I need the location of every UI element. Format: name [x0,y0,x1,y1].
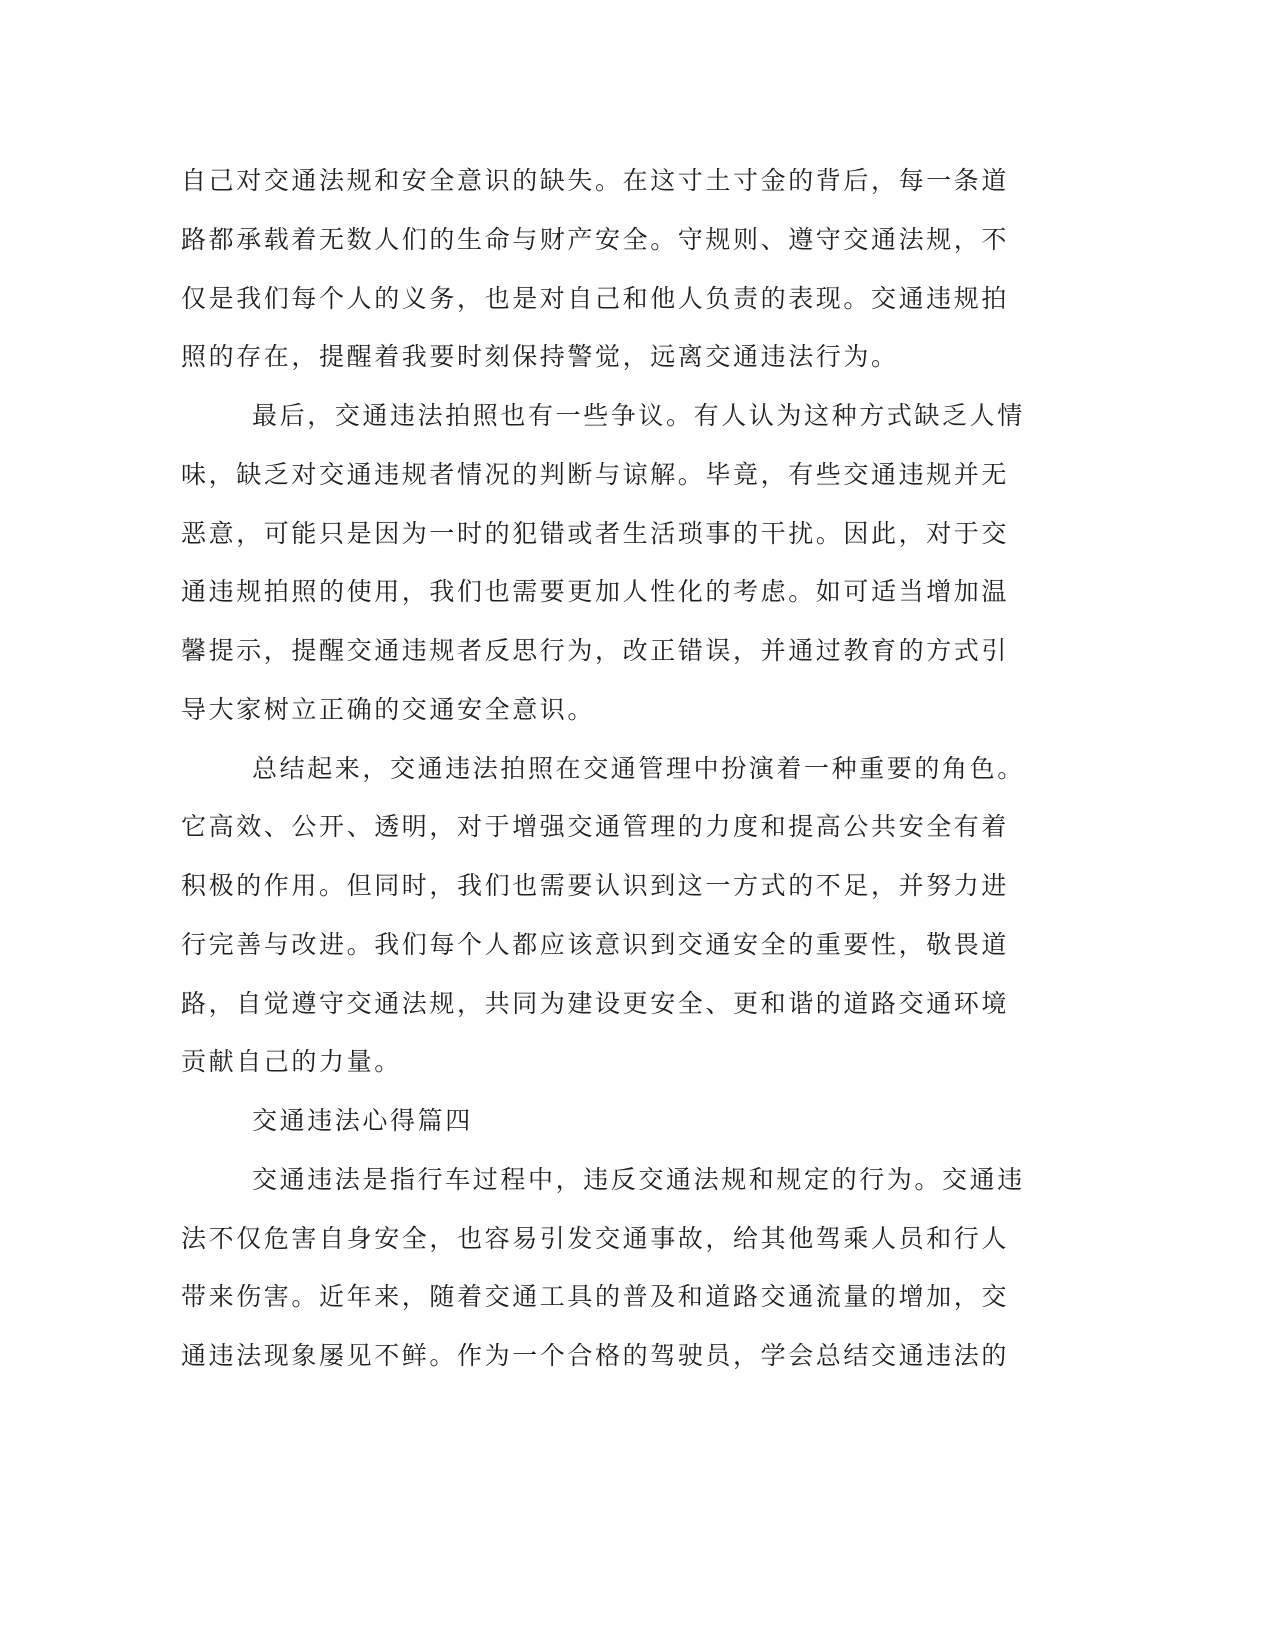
text-line: 味，缺乏对交通违规者情况的判断与谅解。毕竟，有些交通违规并无 [181,459,1010,489]
paragraph-controversy [181,387,1041,740]
text-line: 路都承载着无数人们的生命与财产安全。守规则、遵守交通法规，不 [181,224,1010,254]
text-line: 仅是我们每个人的义务，也是对自己和他人负责的表现。交通违规拍 [181,283,1010,313]
section-heading-block [181,1092,1041,1151]
text-line: 通违规拍照的使用，我们也需要更加人性化的考虑。如可适当增加温 [181,577,1010,607]
text-line: 恶意，可能只是因为一时的犯错或者生活琐事的干扰。因此，对于交 [181,518,1010,548]
text-line: 通违法现象屡见不鲜。作为一个合格的驾驶员，学会总结交通违法的 [181,1341,1010,1370]
text-line: 带来伤害。近年来，随着交通工具的普及和道路交通流量的增加，交 [181,1282,1010,1312]
text-line: 导大家树立正确的交通安全意识。 [181,694,596,724]
paragraph-section-four [181,1151,1041,1386]
text-line: 它高效、公开、透明，对于增强交通管理的力度和提高公共安全有着 [181,812,1010,842]
document-body [181,152,1041,1386]
paragraph-continuation [181,152,1041,387]
text-line: 自己对交通法规和安全意识的缺失。在这寸土寸金的背后，每一条道 [181,166,1010,195]
text-line: 交通违法是指行车过程中，违反交通法规和规定的行为。交通违 [252,1164,1025,1194]
text-line: 法不仅危害自身安全，也容易引发交通事故，给其他驾乘人员和行人 [181,1223,1010,1253]
text-line: 最后，交通违法拍照也有一些争议。有人认为这种方式缺乏人情 [252,401,1025,430]
text-line: 馨提示，提醒交通违规者反思行为，改正错误，并通过教育的方式引 [181,636,1010,665]
section-heading: 交通违法心得篇四 [252,1106,473,1135]
text-line: 照的存在，提醒着我要时刻保持警觉，远离交通违法行为。 [181,342,899,372]
text-line: 贡献自己的力量。 [181,1047,402,1077]
text-line: 总结起来，交通违法拍照在交通管理中扮演着一种重要的角色。 [252,753,1025,783]
paragraph-summary [181,740,1041,1093]
text-line: 积极的作用。但同时，我们也需要认识到这一方式的不足，并努力进 [181,871,1010,900]
text-line: 行完善与改进。我们每个人都应该意识到交通安全的重要性，敬畏道 [181,929,1010,959]
text-line: 路，自觉遵守交通法规，共同为建设更安全、更和谐的道路交通环境 [181,988,1010,1018]
